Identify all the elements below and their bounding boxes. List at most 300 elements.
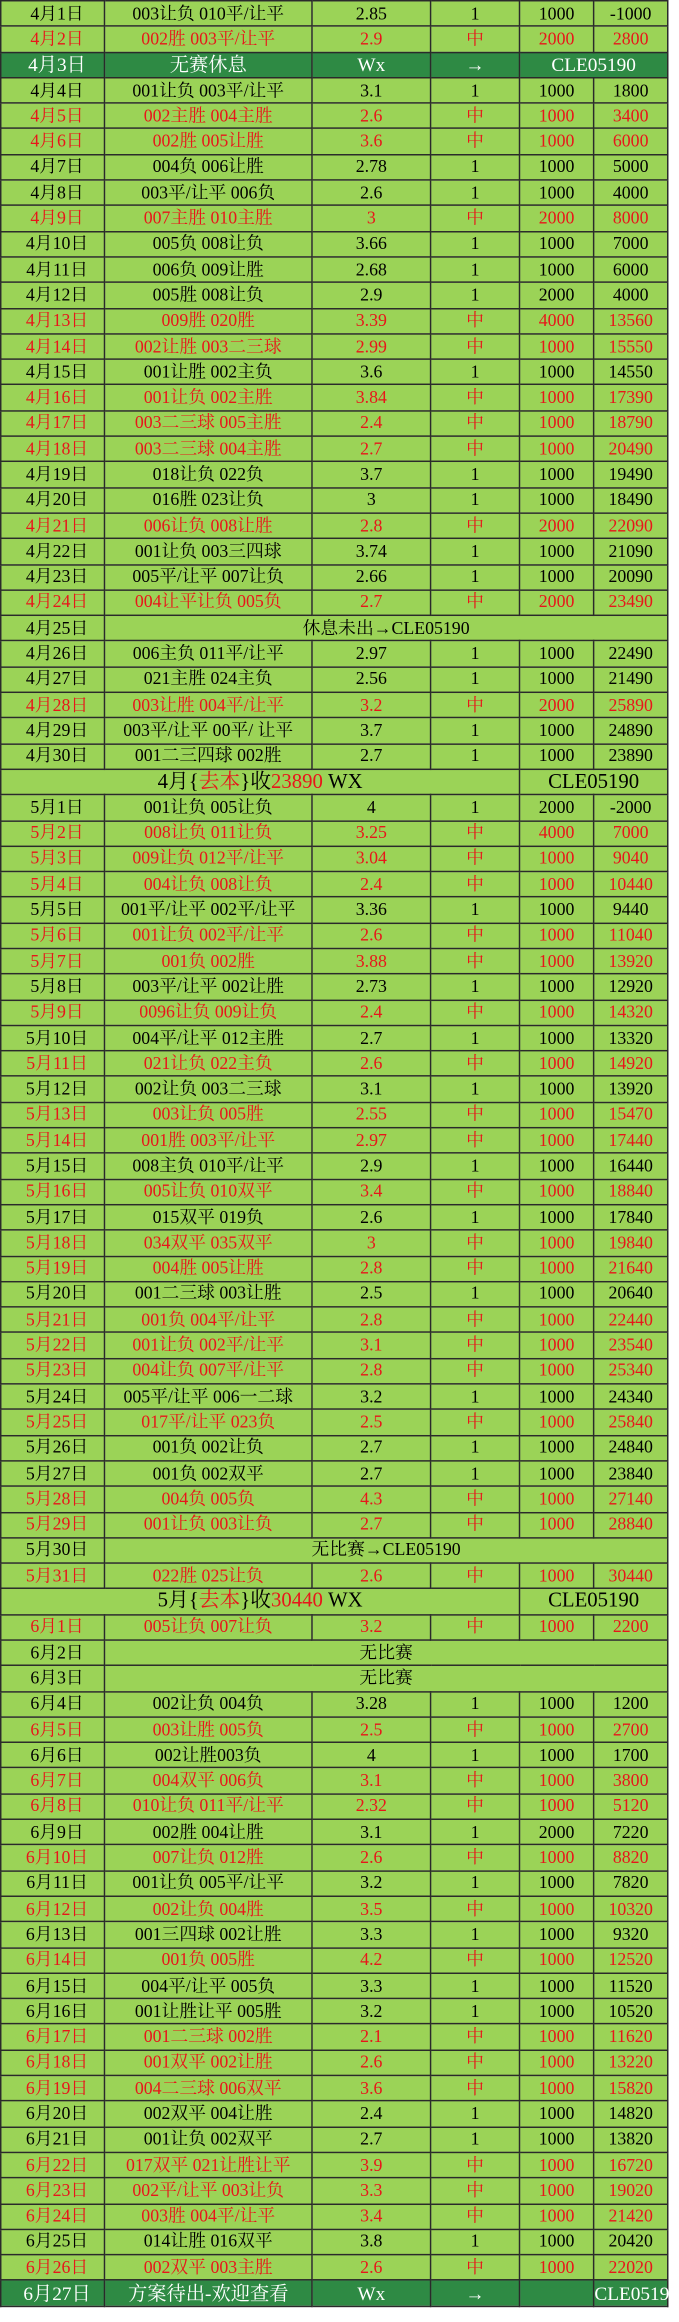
table-row [1, 78, 668, 104]
result-cell: 中 [431, 846, 520, 872]
table-row [1, 1794, 668, 1820]
pick-cell: 005平/让平 006一二球 [104, 1384, 312, 1410]
table-row [1, 795, 668, 821]
date-cell: 6月2日 [1, 1640, 105, 1666]
stake-cell: 1000 [520, 1743, 594, 1769]
stake-cell: 1000 [520, 1922, 594, 1948]
odds-cell: 2.8 [312, 1256, 431, 1282]
odds-cell: 3.1 [312, 1768, 431, 1794]
odds-cell: 3.2 [312, 1614, 431, 1640]
stake-cell: 1000 [520, 2178, 594, 2204]
balance-cell: 21420 [594, 2204, 668, 2230]
pick-cell: 002双平 004让胜 [104, 2101, 312, 2127]
balance-cell: 22440 [594, 1307, 668, 1333]
pick-cell: 004让负 008让负 [104, 872, 312, 898]
balance-cell: 4000 [594, 180, 668, 206]
table-row [1, 1128, 668, 1154]
pick-cell: 004让平让负 005负 [104, 590, 312, 616]
table-row [1, 334, 668, 360]
result-cell: 中 [431, 436, 520, 462]
balance-cell: 19840 [594, 1230, 668, 1256]
date-cell: 4月16日 [1, 385, 105, 411]
date-cell: 5月12日 [1, 1077, 105, 1103]
pick-cell: 015双平 019负 [104, 1205, 312, 1231]
result-cell: 1 [431, 1435, 520, 1461]
pick-cell: 004平/让平 005负 [104, 1973, 312, 1999]
table-row [1, 1922, 668, 1948]
stake-cell: 1000 [520, 1768, 594, 1794]
table-row [1, 1281, 668, 1307]
balance-cell: 7820 [594, 1871, 668, 1897]
result-cell: 1 [431, 1819, 520, 1845]
balance-cell: 19020 [594, 2178, 668, 2204]
table-row [1, 1358, 668, 1384]
table-row [1, 1051, 668, 1077]
stake-cell: 2000 [520, 26, 594, 52]
result-cell: 中 [431, 103, 520, 129]
odds-cell: 3.25 [312, 820, 431, 846]
table-row [1, 564, 668, 590]
pick-cell: 001让负 002平/让平 [104, 923, 312, 949]
pick-cell: 004让负 007平/让平 [104, 1358, 312, 1384]
rest-note-cell: 休息未出→CLE05190 [104, 615, 667, 641]
date-cell: 6月6日 [1, 1743, 105, 1769]
odds-cell: 3.6 [312, 359, 431, 385]
odds-cell: 4.3 [312, 1486, 431, 1512]
result-cell: 中 [431, 820, 520, 846]
pick-cell: 005让负 007让负 [104, 1614, 312, 1640]
result-cell: 中 [431, 411, 520, 437]
date-cell: 6月25日 [1, 2229, 105, 2255]
balance-cell: 27140 [594, 1486, 668, 1512]
stake-cell: 1000 [520, 154, 594, 180]
date-cell: 5月28日 [1, 1486, 105, 1512]
date-cell: 5月31日 [1, 1563, 105, 1589]
table-row [1, 1871, 668, 1897]
stake-cell: 1000 [520, 897, 594, 923]
pick-cell: 002让胜 003二三球 [104, 334, 312, 360]
date-cell: 5月22日 [1, 1333, 105, 1359]
date-cell: 5月2日 [1, 820, 105, 846]
stake-cell: 1000 [520, 1896, 594, 1922]
pick-cell: 002让负 004胜 [104, 1896, 312, 1922]
odds-cell: 3.9 [312, 2152, 431, 2178]
pick-cell: 009胜 020胜 [104, 308, 312, 334]
balance-cell: 21490 [594, 667, 668, 693]
balance-cell: 23840 [594, 1461, 668, 1487]
date-cell: 5月6日 [1, 923, 105, 949]
stake-cell: 1000 [520, 1435, 594, 1461]
odds-cell: 4 [312, 795, 431, 821]
result-cell: 中 [431, 1768, 520, 1794]
result-cell: 中 [431, 2204, 520, 2230]
date-cell: 5月21日 [1, 1307, 105, 1333]
blank-cell [520, 2280, 594, 2306]
stake-cell: 1000 [520, 1871, 594, 1897]
balance-cell: 1800 [594, 78, 668, 104]
pick-cell: 0096让负 009让负 [104, 1000, 312, 1026]
date-cell: 6月12日 [1, 1896, 105, 1922]
table-row [1, 129, 668, 155]
date-cell: 6月9日 [1, 1819, 105, 1845]
table-row [1, 1486, 668, 1512]
date-cell: 4月2日 [1, 26, 105, 52]
table-row [1, 1973, 668, 1999]
pick-cell: 006负 009让胜 [104, 257, 312, 283]
table-row [1, 2076, 668, 2102]
table-row [1, 692, 668, 718]
result-cell: 中 [431, 2178, 520, 2204]
table-row [1, 1153, 668, 1179]
result-cell: 1 [431, 462, 520, 488]
stake-cell: 1000 [520, 1973, 594, 1999]
stake-cell: 1000 [520, 1384, 594, 1410]
date-cell: 6月11日 [1, 1871, 105, 1897]
odds-cell: 4.2 [312, 1947, 431, 1973]
table-body [1, 1, 679, 2306]
stake-cell: 1000 [520, 641, 594, 667]
balance-cell: 12920 [594, 974, 668, 1000]
table-row [1, 1077, 668, 1103]
result-cell: 1 [431, 78, 520, 104]
stake-cell: 1000 [520, 1333, 594, 1359]
table-row [1, 539, 668, 565]
stake-cell: 1000 [520, 180, 594, 206]
month-summary-cell [1, 769, 520, 795]
result-cell: 1 [431, 1743, 520, 1769]
result-cell: 中 [431, 334, 520, 360]
table-row [1, 1102, 668, 1128]
result-cell: 1 [431, 1077, 520, 1103]
balance-cell: 1200 [594, 1691, 668, 1717]
table-row [1, 1538, 668, 1564]
result-cell: 1 [431, 1, 520, 27]
date-cell: 4月7日 [1, 154, 105, 180]
odds-cell: 2.9 [312, 26, 431, 52]
date-cell: 4月8日 [1, 180, 105, 206]
balance-cell: 16720 [594, 2152, 668, 2178]
pick-cell: 001负 002双平 [104, 1461, 312, 1487]
date-cell: 4月30日 [1, 744, 105, 770]
balance-cell: 23540 [594, 1333, 668, 1359]
stake-cell: 1000 [520, 462, 594, 488]
pick-cell: 022胜 025让负 [104, 1563, 312, 1589]
odds-cell: 2.6 [312, 1563, 431, 1589]
table-row [1, 1307, 668, 1333]
table-row [1, 436, 668, 462]
table-row [1, 308, 668, 334]
stake-cell: 1000 [520, 1512, 594, 1538]
odds-cell: 2.7 [312, 1025, 431, 1051]
stake-cell: 1000 [520, 948, 594, 974]
stake-cell: 1000 [520, 1256, 594, 1282]
result-cell: 1 [431, 641, 520, 667]
balance-cell: 18490 [594, 487, 668, 513]
table-row [1, 590, 668, 616]
result-cell: 中 [431, 1051, 520, 1077]
balance-cell: 22490 [594, 641, 668, 667]
table-row [1, 1666, 668, 1692]
balance-cell: 16440 [594, 1153, 668, 1179]
date-cell: 4月19日 [1, 462, 105, 488]
balance-cell: 14920 [594, 1051, 668, 1077]
table-row [1, 846, 668, 872]
odds-cell: 2.9 [312, 282, 431, 308]
table-row [1, 1025, 668, 1051]
date-cell: 4月21日 [1, 513, 105, 539]
date-cell: 6月26日 [1, 2255, 105, 2281]
stake-cell: 1000 [520, 1486, 594, 1512]
stake-cell: 2000 [520, 282, 594, 308]
balance-cell: 28840 [594, 1512, 668, 1538]
result-cell: 中 [431, 1896, 520, 1922]
pick-cell: 002胜 004让胜 [104, 1819, 312, 1845]
date-cell: 4月10日 [1, 231, 105, 257]
table-row [1, 2152, 668, 2178]
date-cell: 4月14日 [1, 334, 105, 360]
balance-cell: 13320 [594, 1025, 668, 1051]
stake-cell: 1000 [520, 1, 594, 27]
result-cell: 中 [431, 1512, 520, 1538]
table-row [1, 1205, 668, 1231]
arrow-cell: → [431, 52, 520, 78]
odds-cell: 3.2 [312, 1384, 431, 1410]
balance-cell: 4000 [594, 282, 668, 308]
odds-cell: 4 [312, 1743, 431, 1769]
table-row [1, 923, 668, 949]
table-row [1, 1000, 668, 1026]
result-cell: 中 [431, 1614, 520, 1640]
odds-cell: 2.6 [312, 1845, 431, 1871]
stake-cell: 1000 [520, 1845, 594, 1871]
date-cell: 6月4日 [1, 1691, 105, 1717]
result-cell: 中 [431, 1333, 520, 1359]
odds-cell: 3.66 [312, 231, 431, 257]
balance-cell: 10440 [594, 872, 668, 898]
balance-cell: 21640 [594, 1256, 668, 1282]
table-row [1, 615, 668, 641]
odds-cell: 2.6 [312, 923, 431, 949]
notice-cell: 无赛休息 [104, 52, 312, 78]
stake-cell: 1000 [520, 257, 594, 283]
pick-cell: 001负 002胜 [104, 948, 312, 974]
result-cell: 中 [431, 872, 520, 898]
odds-cell: 3.2 [312, 692, 431, 718]
odds-cell: 2.56 [312, 667, 431, 693]
result-cell: 中 [431, 1128, 520, 1154]
result-cell: 1 [431, 539, 520, 565]
date-cell: 4月9日 [1, 206, 105, 232]
month-summary-row [1, 769, 668, 795]
summary-deduct: 去本 [198, 770, 241, 794]
date-cell: 4月22日 [1, 539, 105, 565]
result-cell: 1 [431, 1999, 520, 2025]
result-cell: 1 [431, 487, 520, 513]
balance-cell: 11620 [594, 2024, 668, 2050]
stake-cell: 1000 [520, 1307, 594, 1333]
result-cell: 中 [431, 26, 520, 52]
odds-cell: 2.73 [312, 974, 431, 1000]
stake-cell: 1000 [520, 2255, 594, 2281]
result-cell: 中 [431, 1230, 520, 1256]
table-row [1, 1999, 668, 2025]
stake-cell: 1000 [520, 1794, 594, 1820]
stake-cell: 1000 [520, 1205, 594, 1231]
stake-cell: 4000 [520, 308, 594, 334]
summary-deduct: 去本 [198, 1590, 241, 1613]
balance-cell: 25840 [594, 1410, 668, 1436]
odds-cell: 3.2 [312, 1871, 431, 1897]
pick-cell: 034双平 035双平 [104, 1230, 312, 1256]
pick-cell: 021主胜 024主负 [104, 667, 312, 693]
date-cell: 5月24日 [1, 1384, 105, 1410]
pick-cell: 001让负 002平/让平 [104, 1333, 312, 1359]
stake-cell: 1000 [520, 974, 594, 1000]
date-cell: 4月28日 [1, 692, 105, 718]
balance-cell: 22020 [594, 2255, 668, 2281]
result-cell: 中 [431, 2024, 520, 2050]
pick-cell: 001让胜 002主负 [104, 359, 312, 385]
odds-cell: 2.6 [312, 1051, 431, 1077]
contact-code-cell: CLE05190 [520, 1589, 668, 1615]
balance-cell: 17390 [594, 385, 668, 411]
table-row [1, 2178, 668, 2204]
stake-cell: 1000 [520, 2076, 594, 2102]
pick-cell: 014让胜 016双平 [104, 2229, 312, 2255]
date-cell: 5月29日 [1, 1512, 105, 1538]
odds-cell: 3.3 [312, 1922, 431, 1948]
date-cell: 6月13日 [1, 1922, 105, 1948]
balance-cell: 17840 [594, 1205, 668, 1231]
balance-cell: 5120 [594, 1794, 668, 1820]
odds-cell: 3.74 [312, 539, 431, 565]
pick-cell: 001让负 003三四球 [104, 539, 312, 565]
stake-cell: 1000 [520, 334, 594, 360]
pick-cell: 002让负 003二三球 [104, 1077, 312, 1103]
odds-cell: 2.7 [312, 1435, 431, 1461]
table-row [1, 411, 668, 437]
balance-cell: 23890 [594, 744, 668, 770]
balance-cell: 25890 [594, 692, 668, 718]
stake-cell: 1000 [520, 385, 594, 411]
pick-cell: 017平/让平 023负 [104, 1410, 312, 1436]
stake-cell: 1000 [520, 487, 594, 513]
balance-cell: 19490 [594, 462, 668, 488]
table-row [1, 103, 668, 129]
stake-cell: 1000 [520, 411, 594, 437]
odds-cell: 2.5 [312, 1281, 431, 1307]
stake-cell: 1000 [520, 2024, 594, 2050]
pick-cell: 010让负 011平/让平 [104, 1794, 312, 1820]
date-cell: 4月5日 [1, 103, 105, 129]
result-cell: 中 [431, 308, 520, 334]
odds-cell: 2.97 [312, 641, 431, 667]
summary-label: }收 [240, 1590, 271, 1613]
pick-cell: 009让负 012平/让平 [104, 846, 312, 872]
result-cell: 1 [431, 897, 520, 923]
contact-label-cell: Wx [312, 2280, 431, 2306]
notice-cell: 方案待出-欢迎查看 [104, 2280, 312, 2306]
balance-cell: -1000 [594, 1, 668, 27]
date-cell: 6月3日 [1, 1666, 105, 1692]
stake-cell: 1000 [520, 872, 594, 898]
pick-cell: 003胜 004平/让平 [104, 2204, 312, 2230]
stake-cell: 1000 [520, 1563, 594, 1589]
table-row [1, 206, 668, 232]
table-row [1, 154, 668, 180]
balance-cell: 2200 [594, 1614, 668, 1640]
stake-cell: 1000 [520, 231, 594, 257]
date-cell: 6月18日 [1, 2050, 105, 2076]
pick-cell: 002双平 003主胜 [104, 2255, 312, 2281]
date-cell: 6月14日 [1, 1947, 105, 1973]
balance-cell: 6000 [594, 129, 668, 155]
odds-cell: 2.6 [312, 180, 431, 206]
table-row [1, 1461, 668, 1487]
date-cell: 5月19日 [1, 1256, 105, 1282]
odds-cell: 2.55 [312, 1102, 431, 1128]
table-row [1, 2280, 668, 2306]
result-cell: 1 [431, 2127, 520, 2153]
balance-cell: 30440 [594, 1563, 668, 1589]
result-cell: 中 [431, 2152, 520, 2178]
table-row [1, 282, 668, 308]
balance-cell: -2000 [594, 795, 668, 821]
table-row [1, 180, 668, 206]
stake-cell: 1000 [520, 744, 594, 770]
summary-wx: WX [322, 770, 363, 794]
odds-cell: 2.7 [312, 744, 431, 770]
result-cell: 中 [431, 1717, 520, 1743]
odds-cell: 2.5 [312, 1717, 431, 1743]
odds-cell: 2.68 [312, 257, 431, 283]
balance-cell: 7000 [594, 231, 668, 257]
table-row [1, 1179, 668, 1205]
date-cell: 6月27日 [1, 2280, 105, 2306]
odds-cell: 3.28 [312, 1691, 431, 1717]
pick-cell: 001三四球 002让胜 [104, 1922, 312, 1948]
pick-cell: 007让负 012胜 [104, 1845, 312, 1871]
balance-cell: 24340 [594, 1384, 668, 1410]
table-row [1, 1819, 668, 1845]
table-row [1, 1947, 668, 1973]
odds-cell: 3.3 [312, 1973, 431, 1999]
balance-cell: 11040 [594, 923, 668, 949]
stake-cell: 1000 [520, 2229, 594, 2255]
stake-cell: 1000 [520, 1461, 594, 1487]
result-cell: 中 [431, 1000, 520, 1026]
result-cell: 1 [431, 718, 520, 744]
result-cell: 中 [431, 948, 520, 974]
odds-cell: 2.6 [312, 2050, 431, 2076]
result-cell: 1 [431, 154, 520, 180]
date-cell: 4月29日 [1, 718, 105, 744]
odds-cell: 2.6 [312, 103, 431, 129]
contact-code-cell: CLE05190 [520, 52, 668, 78]
table-row [1, 1, 668, 27]
pick-cell: 001负 002让负 [104, 1435, 312, 1461]
balance-cell: 14550 [594, 359, 668, 385]
summary-label: }收 [240, 770, 271, 794]
pick-cell: 018让负 022负 [104, 462, 312, 488]
pick-cell: 004胜 005让胜 [104, 1256, 312, 1282]
table-row [1, 487, 668, 513]
stake-cell: 1000 [520, 2101, 594, 2127]
table-row [1, 2101, 668, 2127]
date-cell: 6月20日 [1, 2101, 105, 2127]
pick-cell: 001让负 002主胜 [104, 385, 312, 411]
result-cell: 中 [431, 513, 520, 539]
